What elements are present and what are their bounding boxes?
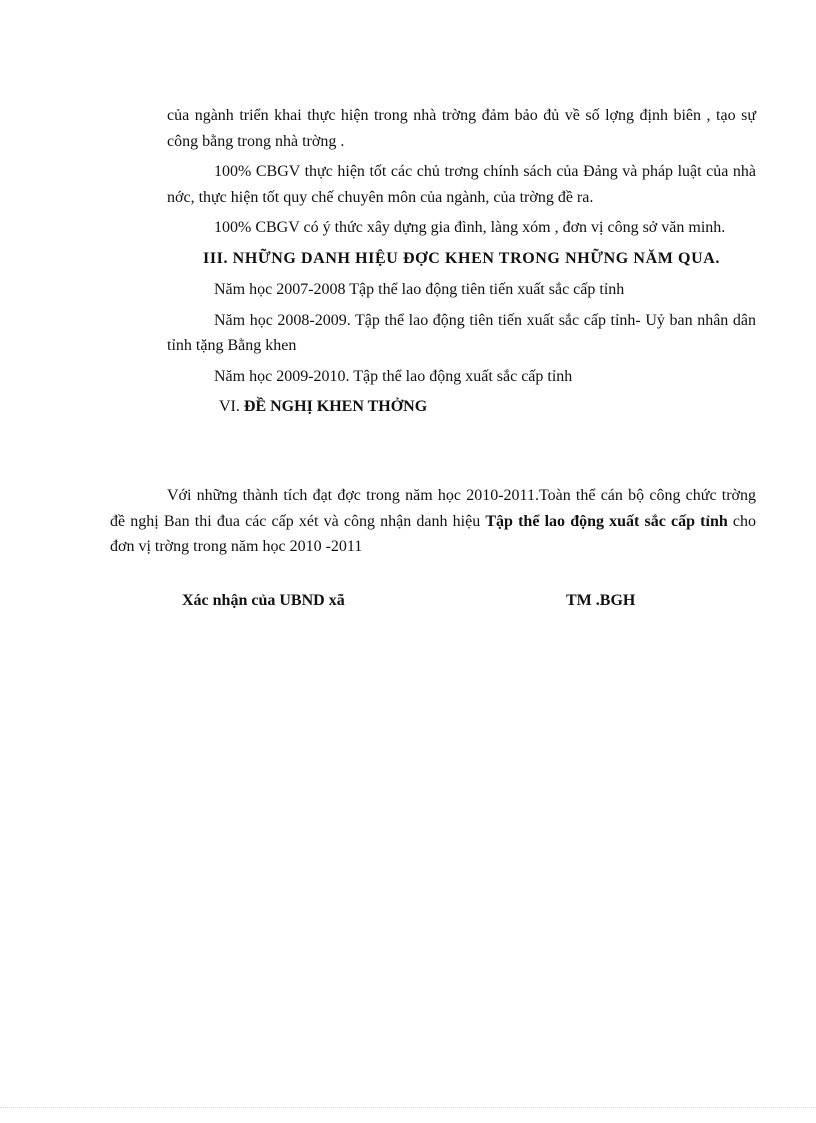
section-title: ĐỀ NGHỊ KHEN THỞNG — [243, 398, 428, 415]
proposal-award-title: Tập thể lao động xuất sắc cấp tỉnh — [485, 512, 728, 530]
section-heading-awards: III. NHỮNG DANH HIỆU ĐỢC KHEN TRONG NHỮNG NĂM QUA. — [203, 249, 720, 267]
award-2008-2009: Năm học 2008-2009. Tập thể lao động tiên tiến xuất sắc cấp tỉnh- Uỷ ban nhân dân tỉnh tặng Bằng khen — [167, 311, 756, 354]
page-bottom-rule — [0, 1107, 816, 1108]
signature-commune-confirmation: Xác nhận của UBND xã — [182, 592, 345, 609]
paragraph-policy-compliance: 100% CBGV thực hiện tốt các chủ trơng chính sách của Đảng và pháp luật của nhà nớc, thực hiện tốt quy chế chuyên môn của ngành, của trờng đề ra. — [167, 163, 756, 206]
paragraph-staffing: của ngành triển khai thực hiện trong nhà trờng đảm bảo đủ về số lợng định biên , tạo sự công bằng trong nhà trờng . — [167, 107, 756, 150]
signature-board-of-directors: TM .BGH — [566, 592, 636, 609]
paragraph-cultural-family: 100% CBGV có ý thức xây dựng gia đình, làng xóm , đơn vị công sở văn minh. — [214, 219, 726, 236]
section-heading-proposal — [167, 394, 756, 420]
award-2009-2010: Năm học 2009-2010. Tập thể lao động xuất sắc cấp tỉnh — [214, 367, 573, 385]
award-2007-2008: Năm học 2007-2008 Tập thể lao động tiên tiến xuất sắc cấp tỉnh — [214, 281, 625, 298]
proposal-text-start: Với những thành tích đạt đợc trong năm học 2010-2011.Toàn thể cán bộ công chức trờng đề nghị Ban thi đua các cấp xét và công nhận danh hiệu — [110, 487, 756, 530]
section-number: VI. — [219, 398, 240, 415]
paragraph-proposal — [110, 483, 756, 560]
proposal-text-end: cho đơn vị trờng trong năm học 2010 -2011 — [110, 512, 757, 555]
document-body — [167, 103, 756, 424]
